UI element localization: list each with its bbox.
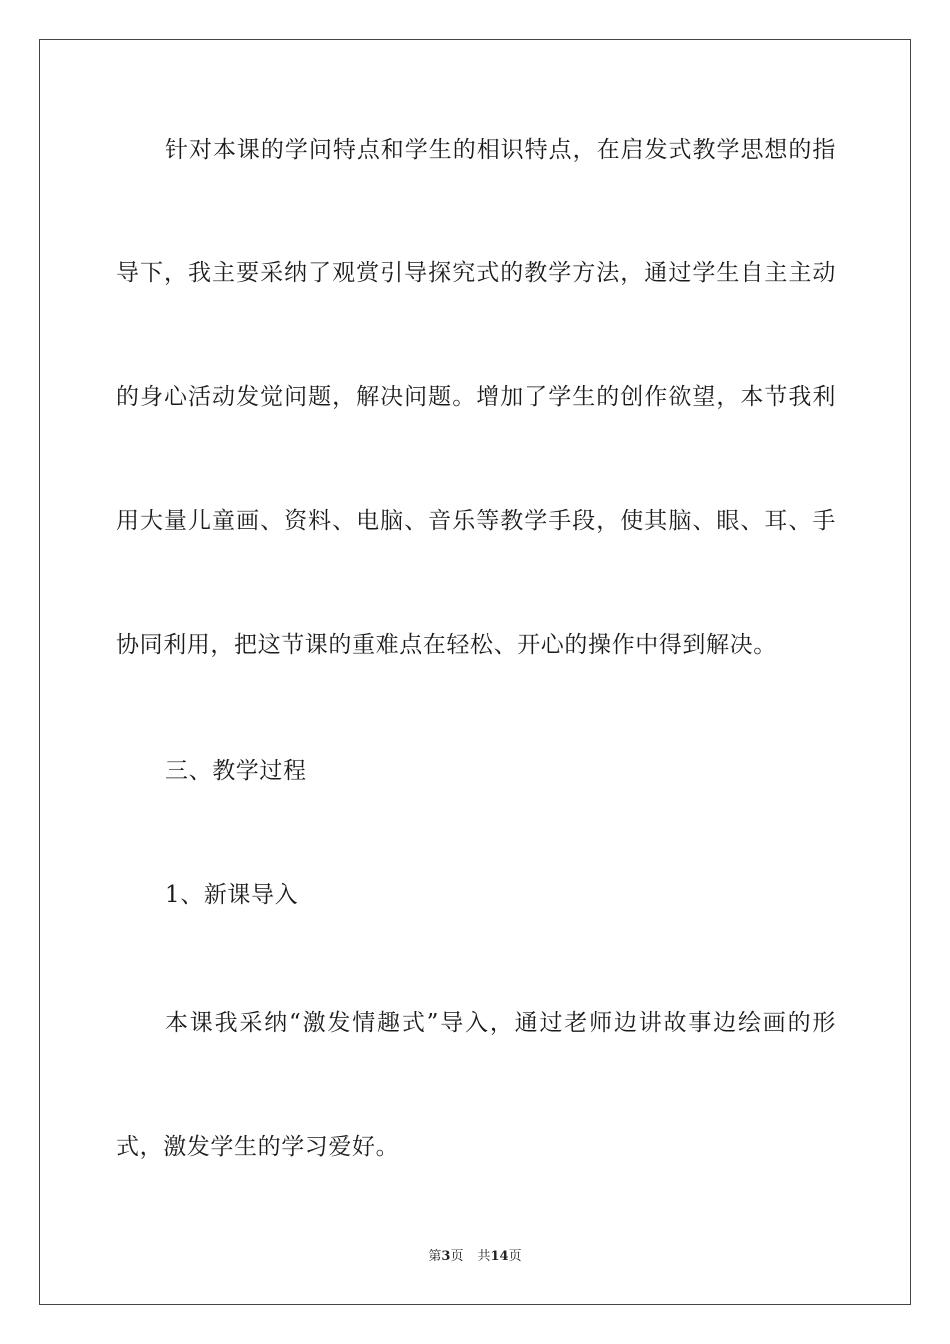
page-prefix: 第 [428, 1249, 442, 1264]
total-suffix: 页 [508, 1249, 522, 1264]
paragraph-line-4: 用大量儿童画、资料、电脑、音乐等教学手段，使其脑、眼、耳、手 [116, 508, 836, 534]
paragraph-line-3: 的身心活动发觉问题，解决问题。增加了学生的创作欲望，本节我利 [116, 384, 836, 410]
paragraph-line-6: 本课我采纳“激发情趣式”导入，通过老师边讲故事边绘画的形 [165, 1010, 836, 1036]
page-suffix: 页 [450, 1249, 464, 1264]
paragraph-line-7: 式，激发学生的学习爱好。 [116, 1134, 400, 1160]
page-frame [39, 39, 911, 1305]
total-prefix: 共 [477, 1249, 491, 1264]
total-pages: 14 [490, 1249, 509, 1264]
paragraph-line-2: 导下，我主要采纳了观赏引导探究式的教学方法，通过学生自主主动 [116, 260, 836, 286]
paragraph-line-5: 协同利用，把这节课的重难点在轻松、开心的操作中得到解决。 [116, 632, 777, 658]
paragraph-line-1: 针对本课的学问特点和学生的相识特点，在启发式教学思想的指 [165, 137, 836, 163]
subsection-heading: 1、新课导入 [165, 882, 299, 908]
page-number: 3 [441, 1249, 451, 1264]
page-footer [0, 1248, 950, 1266]
section-heading: 三、教学过程 [165, 758, 307, 784]
